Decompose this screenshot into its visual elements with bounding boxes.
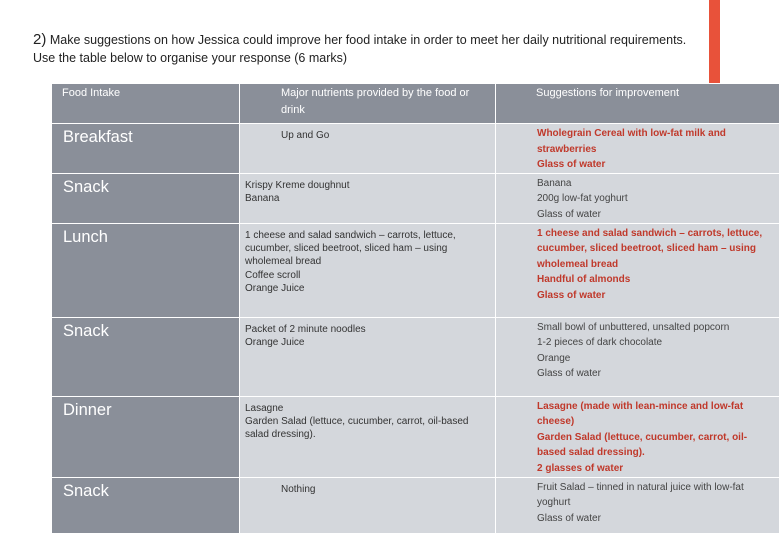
food-item: Banana <box>245 193 280 205</box>
suggestion-item: 1 cheese and salad sandwich – carrots, lettuce, cucumber, sliced beetroot, sliced ham – using wholemeal bread <box>537 227 763 270</box>
food-cell <box>240 173 496 223</box>
table-row <box>52 173 780 223</box>
table-row <box>52 223 780 317</box>
food-cell <box>240 477 496 533</box>
suggestion-cell <box>496 223 780 317</box>
food-item: Orange Juice <box>245 283 305 295</box>
header-major-nutrients: Major nutrients provided by the food or drink <box>240 84 496 124</box>
suggestion-cell <box>496 396 780 477</box>
food-item: Coffee scroll <box>245 269 301 281</box>
suggestion-item: Garden Salad (lettuce, cucumber, carrot, oil-based salad dressing). <box>537 431 748 459</box>
food-item: Orange Juice <box>245 336 305 348</box>
food-intake-table <box>51 83 780 534</box>
suggestion-cell <box>496 477 780 533</box>
table-row <box>52 124 780 174</box>
suggestion-item: Glass of water <box>537 208 601 220</box>
suggestion-item: Glass of water <box>537 289 606 301</box>
suggestion-cell <box>496 317 780 396</box>
suggestion-item: Banana <box>537 177 572 189</box>
table-row <box>52 317 780 396</box>
meal-label: Lunch <box>52 223 240 317</box>
food-item: Up and Go <box>281 130 330 141</box>
food-cell <box>240 317 496 396</box>
suggestion-item: 1-2 pieces of dark chocolate <box>537 337 663 349</box>
table-row <box>52 477 780 533</box>
header-suggestions: Suggestions for improvement <box>496 84 780 124</box>
suggestion-item: 2 glasses of water <box>537 462 624 474</box>
suggestion-item: Orange <box>537 352 571 364</box>
table-row <box>52 396 780 477</box>
food-item: Garden Salad (lettuce, cucumber, carrot, oil-based salad dressing). <box>245 415 469 441</box>
meal-label: Dinner <box>52 396 240 477</box>
food-item: 1 cheese and salad sandwich – carrots, lettuce, cucumber, sliced beetroot, sliced ham – using wholemeal bread <box>245 229 456 268</box>
meal-label: Snack <box>52 173 240 223</box>
question-text: Make suggestions on how Jessica could improve her food intake in order to meet her daily nutritional requirements. Use the table below to organise your response (6 marks) <box>33 33 687 65</box>
suggestion-item: 200g low-fat yoghurt <box>537 193 628 205</box>
suggestion-item: Fruit Salad – tinned in natural juice with low-fat yoghurt <box>537 481 744 509</box>
meal-label: Snack <box>52 317 240 396</box>
food-cell <box>240 124 496 174</box>
suggestion-item: Lasagne (made with lean-mince and low-fat cheese) <box>537 400 744 428</box>
suggestion-cell <box>496 124 780 174</box>
question-prompt <box>33 31 693 67</box>
suggestion-item: Wholegrain Cereal with low-fat milk and strawberries <box>537 128 726 155</box>
suggestion-item: Glass of water <box>537 368 601 380</box>
table-header-row <box>52 84 780 124</box>
meal-label: Snack <box>52 477 240 533</box>
food-item: Krispy Kreme doughnut <box>245 179 350 191</box>
food-cell <box>240 223 496 317</box>
suggestion-item: Handful of almonds <box>537 274 631 286</box>
suggestion-item: Small bowl of unbuttered, unsalted popcorn <box>537 321 730 333</box>
question-number: 2) <box>33 31 47 48</box>
food-cell <box>240 396 496 477</box>
food-item: Lasagne <box>245 402 284 414</box>
header-food-intake: Food Intake <box>52 84 240 124</box>
suggestion-item: Glass of water <box>537 512 601 524</box>
meal-label: Breakfast <box>52 124 240 174</box>
suggestion-item: Glass of water <box>537 159 606 171</box>
food-item: Nothing <box>281 483 316 495</box>
food-item: Packet of 2 minute noodles <box>245 323 366 335</box>
suggestion-cell <box>496 173 780 223</box>
